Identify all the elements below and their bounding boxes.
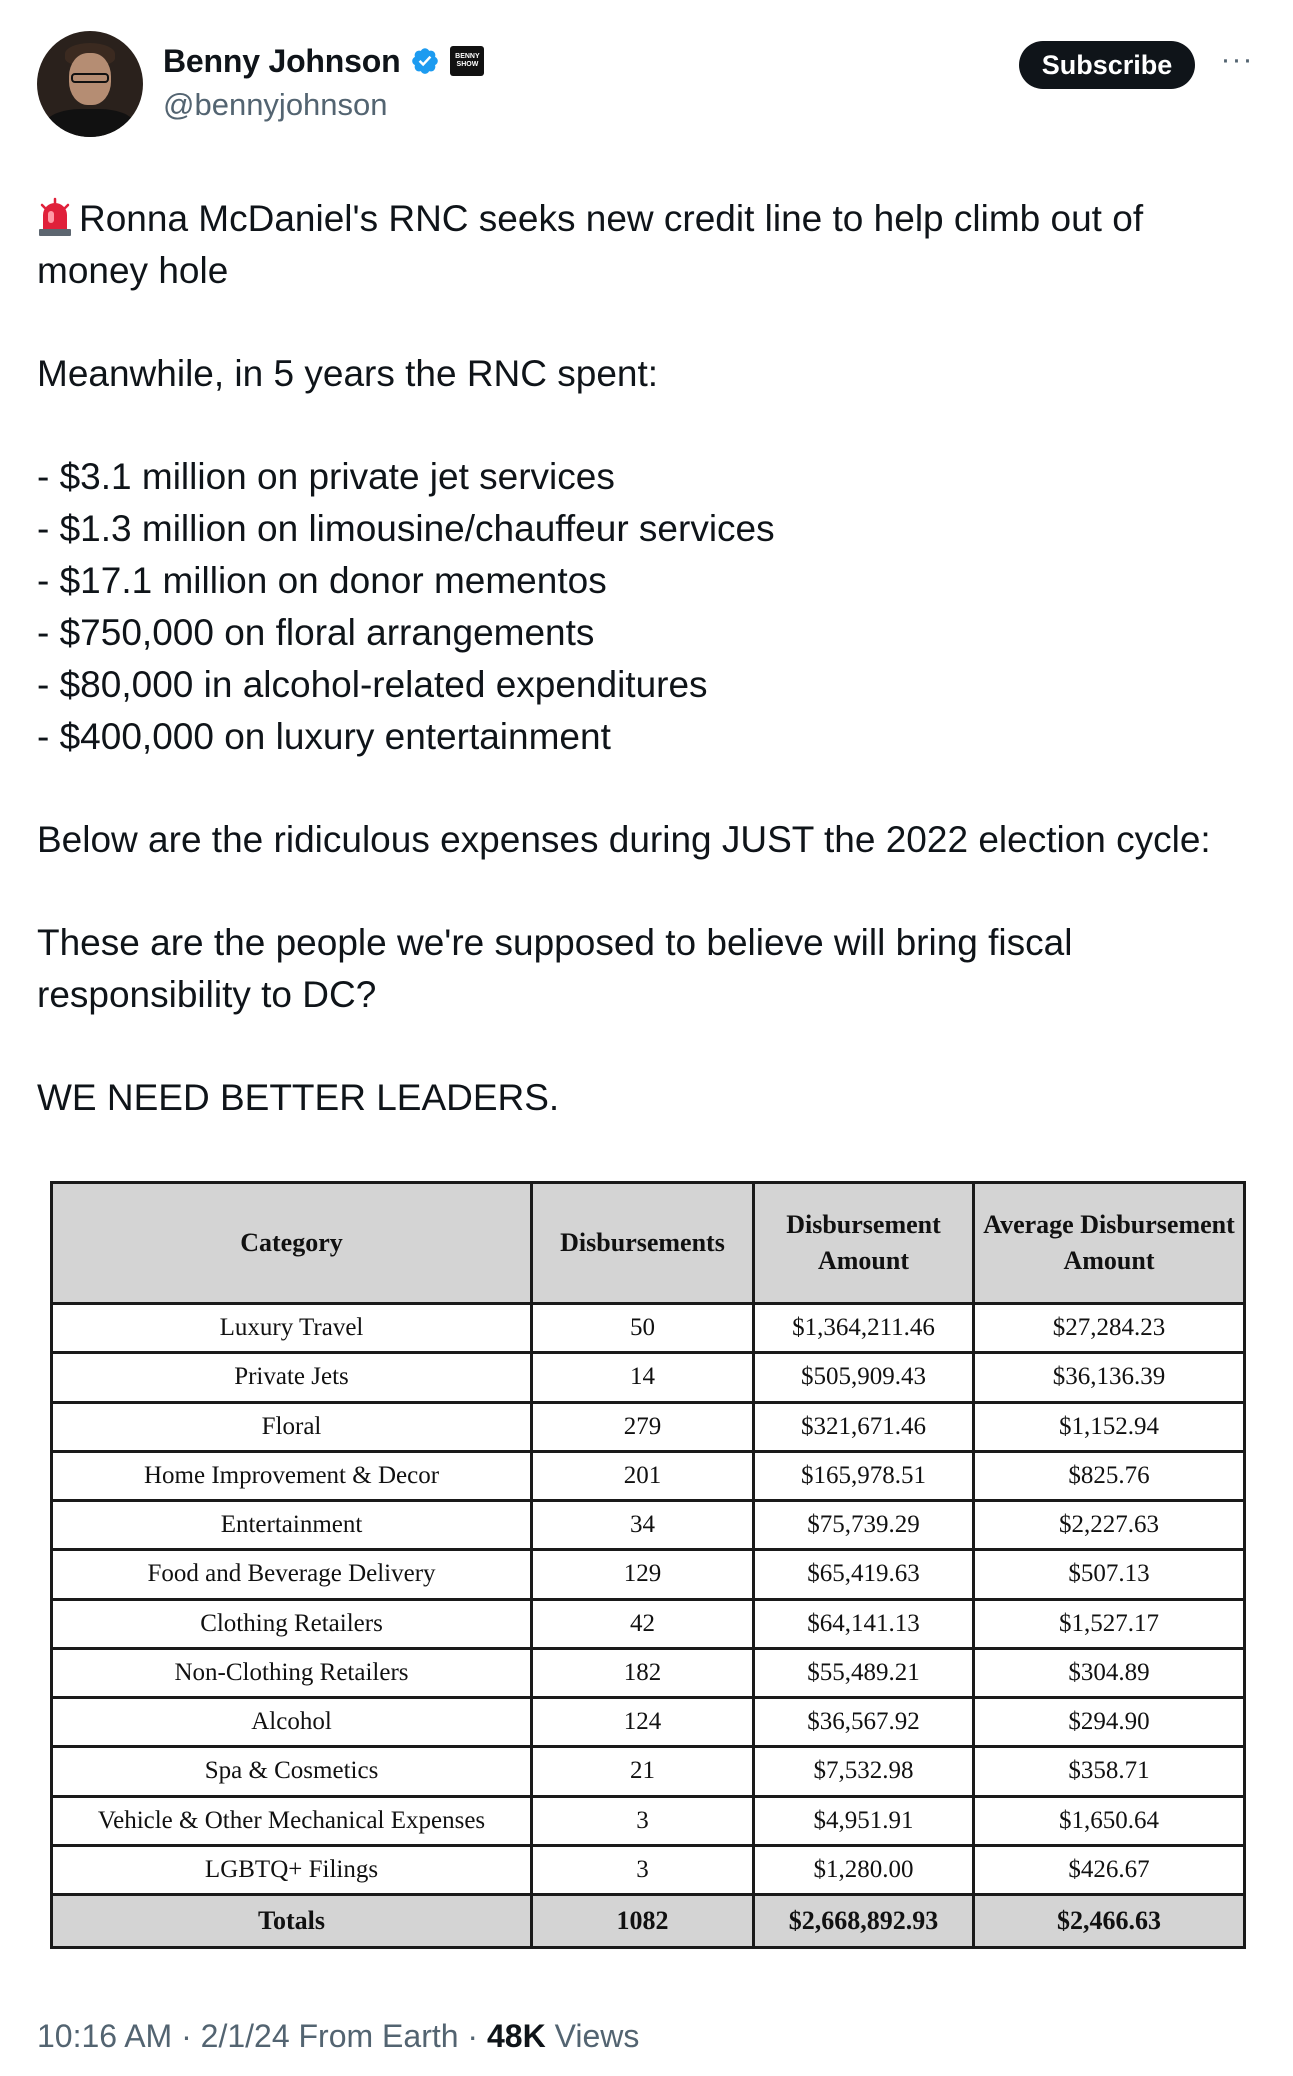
totals-label: Totals bbox=[52, 1895, 532, 1948]
table-totals-row bbox=[52, 1895, 1245, 1948]
expenses-table bbox=[50, 1181, 1246, 1949]
tweet-table-intro: Below are the ridiculous expenses during JUST the 2022 election cycle: bbox=[37, 819, 1211, 860]
col-header-category: Category bbox=[52, 1183, 532, 1304]
table-row bbox=[52, 1599, 1245, 1648]
cell-category: Food and Beverage Delivery bbox=[52, 1550, 532, 1599]
col-header-amount: Disbursement Amount bbox=[754, 1183, 974, 1304]
cell-category: Private Jets bbox=[52, 1353, 532, 1402]
table-row bbox=[52, 1304, 1245, 1353]
cell-category: Floral bbox=[52, 1402, 532, 1451]
tweet-intro: Meanwhile, in 5 years the RNC spent: bbox=[37, 353, 659, 394]
cell-category: Luxury Travel bbox=[52, 1304, 532, 1353]
totals-amount: $2,668,892.93 bbox=[754, 1895, 974, 1948]
cell-category: Clothing Retailers bbox=[52, 1599, 532, 1648]
cell-category: Entertainment bbox=[52, 1501, 532, 1550]
cell-disbursements: 21 bbox=[532, 1747, 754, 1796]
table-row bbox=[52, 1501, 1245, 1550]
tweet-header bbox=[37, 31, 1257, 141]
cell-amount: $64,141.13 bbox=[754, 1599, 974, 1648]
cell-amount: $1,364,211.46 bbox=[754, 1304, 974, 1353]
tweet-closing: WE NEED BETTER LEADERS. bbox=[37, 1077, 560, 1118]
cell-disbursements: 3 bbox=[532, 1845, 754, 1894]
table-row bbox=[52, 1451, 1245, 1500]
tweet-question: These are the people we're supposed to believe will bring fiscal responsibility to DC? bbox=[37, 922, 1073, 1015]
cell-amount: $321,671.46 bbox=[754, 1402, 974, 1451]
affiliation-badge[interactable]: BENNY SHOW bbox=[450, 46, 484, 76]
table-row bbox=[52, 1648, 1245, 1697]
table-row bbox=[52, 1845, 1245, 1894]
attached-image[interactable] bbox=[50, 1181, 1243, 1949]
cell-amount: $505,909.43 bbox=[754, 1353, 974, 1402]
cell-category: Vehicle & Other Mechanical Expenses bbox=[52, 1796, 532, 1845]
author-name-row bbox=[163, 41, 484, 81]
cell-amount: $36,567.92 bbox=[754, 1698, 974, 1747]
tweet-text bbox=[37, 193, 1257, 1124]
table-row bbox=[52, 1550, 1245, 1599]
cell-disbursements: 201 bbox=[532, 1451, 754, 1500]
cell-average: $1,650.64 bbox=[974, 1796, 1245, 1845]
cell-amount: $55,489.21 bbox=[754, 1648, 974, 1697]
cell-average: $27,284.23 bbox=[974, 1304, 1245, 1353]
subscribe-button[interactable]: Subscribe bbox=[1019, 41, 1195, 89]
cell-disbursements: 42 bbox=[532, 1599, 754, 1648]
tweet-bullet: - $80,000 in alcohol-related expenditures bbox=[37, 664, 708, 705]
cell-disbursements: 129 bbox=[532, 1550, 754, 1599]
more-options-icon[interactable]: ··· bbox=[1220, 43, 1254, 76]
totals-disbursements: 1082 bbox=[532, 1895, 754, 1948]
cell-disbursements: 182 bbox=[532, 1648, 754, 1697]
col-header-average: Average Disbursement Amount bbox=[974, 1183, 1245, 1304]
cell-average: $1,152.94 bbox=[974, 1402, 1245, 1451]
cell-average: $1,527.17 bbox=[974, 1599, 1245, 1648]
cell-average: $304.89 bbox=[974, 1648, 1245, 1697]
cell-disbursements: 279 bbox=[532, 1402, 754, 1451]
tweet-line-1 bbox=[37, 193, 1257, 297]
cell-category: LGBTQ+ Filings bbox=[52, 1845, 532, 1894]
tweet-time[interactable]: 10:16 AM bbox=[37, 2018, 173, 2054]
table-row bbox=[52, 1402, 1245, 1451]
cell-amount: $165,978.51 bbox=[754, 1451, 974, 1500]
cell-category: Non-Clothing Retailers bbox=[52, 1648, 532, 1697]
cell-average: $2,227.63 bbox=[974, 1501, 1245, 1550]
cell-amount: $4,951.91 bbox=[754, 1796, 974, 1845]
cell-average: $426.67 bbox=[974, 1845, 1245, 1894]
cell-disbursements: 34 bbox=[532, 1501, 754, 1550]
cell-average: $358.71 bbox=[974, 1747, 1245, 1796]
cell-category: Spa & Cosmetics bbox=[52, 1747, 532, 1796]
cell-average: $507.13 bbox=[974, 1550, 1245, 1599]
tweet-bullet: - $400,000 on luxury entertainment bbox=[37, 716, 611, 757]
col-header-disbursements: Disbursements bbox=[532, 1183, 754, 1304]
views-label: Views bbox=[554, 2018, 640, 2054]
views-count: 48K bbox=[486, 2018, 546, 2054]
cell-average: $825.76 bbox=[974, 1451, 1245, 1500]
cell-category: Alcohol bbox=[52, 1698, 532, 1747]
avatar[interactable] bbox=[37, 31, 143, 137]
table-row bbox=[52, 1353, 1245, 1402]
cell-category: Home Improvement & Decor bbox=[52, 1451, 532, 1500]
tweet-bullet: - $17.1 million on donor mementos bbox=[37, 560, 607, 601]
cell-disbursements: 3 bbox=[532, 1796, 754, 1845]
cell-amount: $65,419.63 bbox=[754, 1550, 974, 1599]
cell-disbursements: 50 bbox=[532, 1304, 754, 1353]
tweet-source: From Earth bbox=[298, 2018, 459, 2054]
table-row bbox=[52, 1796, 1245, 1845]
author-handle[interactable]: @bennyjohnson bbox=[163, 87, 388, 122]
tweet-bullet: - $1.3 million on limousine/chauffeur services bbox=[37, 508, 775, 549]
table-row bbox=[52, 1747, 1245, 1796]
tweet-bullet: - $750,000 on floral arrangements bbox=[37, 612, 595, 653]
cell-amount: $7,532.98 bbox=[754, 1747, 974, 1796]
tweet-bullet: - $3.1 million on private jet services bbox=[37, 456, 615, 497]
police-light-icon bbox=[37, 197, 73, 237]
cell-disbursements: 14 bbox=[532, 1353, 754, 1402]
cell-amount: $75,739.29 bbox=[754, 1501, 974, 1550]
cell-disbursements: 124 bbox=[532, 1698, 754, 1747]
table-row bbox=[52, 1698, 1245, 1747]
tweet-date[interactable]: 2/1/24 bbox=[200, 2018, 290, 2054]
tweet-meta: 10:16 AM · 2/1/24 From Earth · 48K Views bbox=[37, 2018, 640, 2054]
verified-badge-icon bbox=[410, 46, 440, 76]
cell-average: $36,136.39 bbox=[974, 1353, 1245, 1402]
table-header-row bbox=[52, 1183, 1245, 1304]
totals-average: $2,466.63 bbox=[974, 1895, 1245, 1948]
tweet-headline: Ronna McDaniel's RNC seeks new credit line to help climb out of money hole bbox=[37, 198, 1144, 291]
cell-average: $294.90 bbox=[974, 1698, 1245, 1747]
author-display-name[interactable]: Benny Johnson bbox=[163, 42, 401, 79]
cell-amount: $1,280.00 bbox=[754, 1845, 974, 1894]
